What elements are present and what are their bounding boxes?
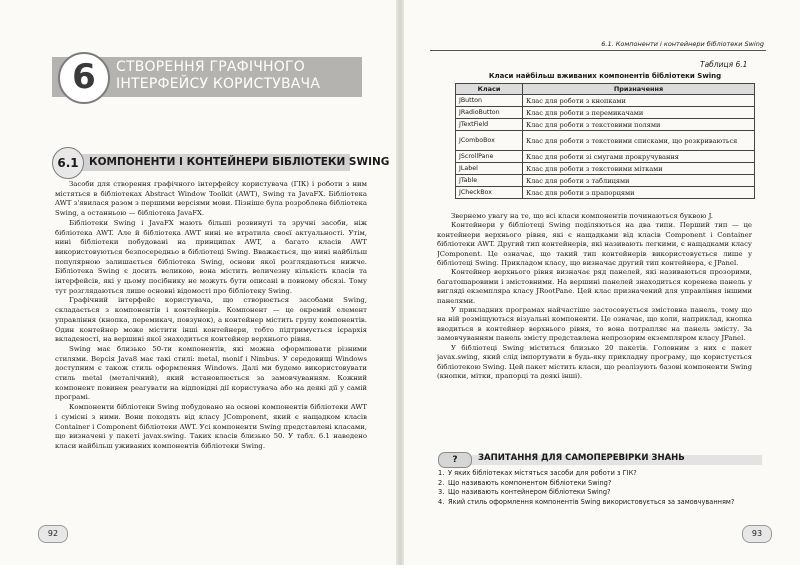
right-body-text xyxy=(437,212,752,452)
table-cell-class: JButton xyxy=(456,95,523,107)
section-title: КОМПОНЕНТИ І КОНТЕЙНЕРИ БІБЛІОТЕКИ SWING xyxy=(89,156,390,168)
table-cell-purpose: Клас для роботи зі смугами прокручування xyxy=(523,151,755,163)
paragraph: Бібліотеки Swing і JavaFX мають більші розвинуті та зручні засоби, ніж бібліотека AWT. Але й бібліотека AWT нині не втратила своєї актуальності. Утім, нині бібліотеки побудовані на принципах AWT, а багато класів AWT використовуються безпосередньо в бібліотеці Swing. Вважається, що нині найбільш популярною залишається бібліотека Swing, основи якої розглядаються нижче. Бібліотека Swing є досить великою, вона містить величезну кількість класів та інтерфейсів, які у цьому посібнику не можуть бути описані в повному обсязі. Тому тут розглядаються лише основні відомості про бібліотеку Swing. xyxy=(55,218,367,295)
question-number: 2. xyxy=(438,478,445,487)
table-cell-purpose: Клас для роботи з текстовими списками, що розкриваються xyxy=(523,131,755,151)
chapter-number-badge: 6 xyxy=(58,52,110,104)
paragraph: У прикладних програмах найчастіше застосовується змістовна панель, тому що на ній розміщуються візуальні компоненти. Це означає, що коли, наприклад, кнопка вводиться в контейнер верхнього рівня, то вона потрапляє на панель змісту. За замовчуванням панель змісту представлена непрозорим екземпляром класу JPanel. xyxy=(437,306,752,343)
paragraph: Контейнери у бібліотеці Swing поділяються на два типи. Перший тип — це контейнери верхнього рівня, які є нащадками від класів Component і Container бібліотеки AWT. Другий тип контейнерів, які називають легкими, є нащадками класу JComponent. Це означає, що такий тип контейнерів використовується лише у бібліотеці Swing. Прикладом класу, що визначає другий тип контейнера, є JPanel. xyxy=(437,221,752,268)
table-header-cell: Призначення xyxy=(523,84,755,95)
page-number: 92 xyxy=(38,525,68,543)
paragraph: Звернемо увагу на те, що всі класи компонентів починаються буквою J. xyxy=(451,212,713,220)
table-cell-purpose: Клас для роботи з текстовими мітками xyxy=(523,163,755,175)
right-page xyxy=(400,0,800,565)
table-cell-purpose: Клас для роботи з текстовими полями xyxy=(523,119,755,131)
table-cell-class: JTable xyxy=(456,175,523,187)
question-mark-icon: ? xyxy=(438,452,472,468)
book-gutter xyxy=(396,0,404,565)
paragraph: Графічний інтерфейс користувача, що створюється засобами Swing, складається з компонентів і контейнерів. Компонент — це окремий елемент управління (кнопка, перемикач, повзунок), а контейнер містить групу компонентів. Один контейнер може містити інші контейнери, тобто підтримується ієрархія вкладеності, на вершині якої знаходиться контейнер верхнього рівня. xyxy=(55,296,367,344)
question-text: Що називають контейнером бібліотеки Swing? xyxy=(448,488,611,497)
question-number: 4. xyxy=(438,497,445,506)
section-number-badge: 6.1 xyxy=(52,147,84,179)
running-head: 6.1. Компоненти і контейнери бібліотеки Swing xyxy=(601,40,764,48)
table-cell-purpose: Клас для роботи з таблицями xyxy=(523,175,755,187)
running-head-rule xyxy=(430,50,766,51)
table-header-row xyxy=(456,84,755,95)
left-body-text xyxy=(55,180,367,510)
list-item xyxy=(438,469,758,479)
table-row xyxy=(456,131,755,151)
table-cell-class: JLabel xyxy=(456,163,523,175)
table-row xyxy=(456,187,755,199)
paragraph: Swing має близько 50-ти компонентів, які можна оформлювати різними стилями. Версія Java8 має такі стилі: metal, monif і Nimbus. У середовищі Windows доступним є також стиль оформлення Windows. Далі ми будемо використовувати стиль metal (металічний), який встановлюється за замовчуванням. Кожний компонент повинен реагувати на відповідні дії користувача або на деякі дії у самій програмі. xyxy=(55,344,367,402)
questions-list xyxy=(438,469,758,507)
list-item xyxy=(438,498,758,508)
question-number: 1. xyxy=(438,469,445,477)
table-row xyxy=(456,163,755,175)
table-label: Таблиця 6.1 xyxy=(700,60,748,69)
swing-components-table xyxy=(455,83,755,199)
paragraph: Контейнер верхнього рівня визначає ряд панелей, які називаються прозорими, багатошаровими і змістовними. На вершині панелей знаходиться коренева панель у вигляді екземпляра класу JRootPane. Цей клас призначений для управління іншими панелями. xyxy=(437,268,752,305)
table-row xyxy=(456,151,755,163)
question-text: У яких бібліотеках містяться засоби для роботи з ГІК? xyxy=(448,469,637,477)
table-header-cell: Класи xyxy=(456,84,523,95)
table-cell-class: JCheckBox xyxy=(456,187,523,199)
table-row xyxy=(456,107,755,119)
questions-title: ЗАПИТАННЯ ДЛЯ САМОПЕРЕВІРКИ ЗНАНЬ xyxy=(478,453,685,463)
table-cell-class: JTextField xyxy=(456,119,523,131)
table-row xyxy=(456,95,755,107)
table-caption: Класи найбільш вживаних компонентів бібліотеки Swing xyxy=(488,72,722,80)
table-cell-purpose: Клас для роботи з кнопками xyxy=(523,95,755,107)
table-cell-purpose: Клас для роботи з прапорцями xyxy=(523,187,755,199)
list-item xyxy=(438,479,758,489)
question-number: 3. xyxy=(438,488,445,497)
question-text: Який стиль оформлення компонентів Swing використовується за замовчуванням? xyxy=(448,497,735,506)
paragraph: Засоби для створення графічного інтерфейсу користувача (ГІК) і роботи з ним містяться в бібліотеках Abstract Window Toolkit (AWT), Swing та JavaFX. Бібліотека AWT з'явилася разом з першими версіями мови. Пізніше була розроблена бібліотека Swing, а останньою — бібліотека JavaFX. xyxy=(55,180,367,218)
table-cell-purpose: Клас для роботи з перемикачами xyxy=(523,107,755,119)
question-text: Що називають компонентом бібліотеки Swing? xyxy=(448,478,612,487)
table-row xyxy=(456,119,755,131)
chapter-title: СТВОРЕННЯ ГРАФІЧНОГО ІНТЕРФЕЙСУ КОРИСТУВАЧА xyxy=(116,59,321,92)
table-cell-class: JScrollPane xyxy=(456,151,523,163)
table-cell-class: JRadioButton xyxy=(456,107,523,119)
paragraph: Компоненти бібліотеки Swing побудовано на основі компонентів бібліотеки AWT і сумісні з ними. Вони походять від класу JComponent, який є нащадком класів Container і Component бібліотеки AWT. Усі компоненти Swing представлені класами, що визначені у пакеті javax.swing. Таких класів близько 50. У табл. 6.1 наведено класи найбільш уживаних компонентів бібліотеки Swing. xyxy=(55,403,367,450)
paragraph: У бібліотеці Swing міститься близько 20 пакетів. Головним з них є пакет javax.swing, який слід імпортувати в будь-яку прикладну програму, що користується бібліотекою Swing. Цей пакет містить класи, що реалізують базові компоненти Swing (кнопки, мітки, прапорці та деякі інші). xyxy=(437,343,752,380)
table-cell-class: JComboBox xyxy=(456,131,523,151)
list-item xyxy=(438,488,758,498)
table-row xyxy=(456,175,755,187)
page-number: 93 xyxy=(742,525,772,543)
